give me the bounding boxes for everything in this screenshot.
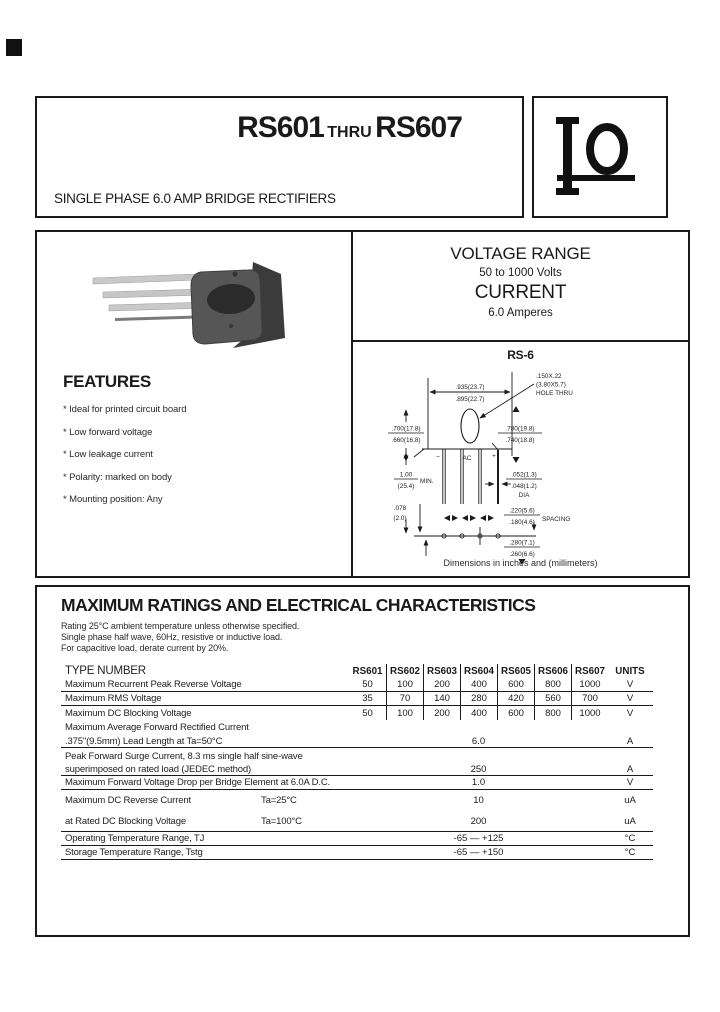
row-value-span: 250 (470, 764, 487, 775)
row-value-cell: 400 (460, 678, 497, 691)
row-label: superimposed on rated load (JEDEC method) (65, 764, 252, 775)
dim-right-height-mm: .740(18.8) (504, 437, 535, 444)
row-value-cell: 1000 (571, 706, 608, 720)
dim-hole-1: .150X.22 (535, 373, 562, 380)
row-value-cell: 800 (534, 678, 571, 691)
row-label: .375"(9.5mm) Lead Length at Ta=50°C (65, 736, 223, 747)
row-value-cell: 1000 (571, 678, 608, 691)
ratings-note-line: Rating 25°C ambient temperature unless otherwise specified. (61, 621, 300, 631)
dim-offset-mm: .260(6.6) (508, 551, 535, 558)
left-column (37, 232, 351, 576)
row-value-cell: 100 (386, 706, 423, 720)
row-unit-cell: V (626, 693, 634, 704)
dim-width-mm: .895(22.7) (454, 396, 485, 403)
column-header: RS601 (352, 665, 383, 677)
units-header: UNITS (615, 665, 645, 677)
row-label: Maximum DC Blocking Voltage (65, 707, 192, 719)
ratings-note-line: For capacitive load, derate current by 20%. (61, 643, 229, 653)
dim-width-in: .935(23.7) (454, 384, 485, 391)
table-row (61, 811, 653, 832)
dim-hole-3: HOLE THRU (535, 390, 573, 397)
ratings-section (35, 585, 690, 937)
page-title (37, 111, 522, 145)
table-row (61, 832, 653, 846)
column-header: RS606 (534, 664, 571, 678)
dim-hole-2: (3.80X5.7) (535, 381, 566, 389)
bridge-rectifier-photo-icon (85, 246, 325, 354)
title-box (35, 96, 524, 218)
row-value-cell: 700 (571, 692, 608, 705)
package-name: RS-6 (507, 348, 534, 362)
package-outline-drawing (371, 364, 671, 567)
row-value-cell: 280 (460, 692, 497, 705)
dim-lead-length-in: 1.00 (399, 471, 412, 479)
logo-box (532, 96, 668, 218)
dim-lead-length-mm: (25.4) (397, 483, 414, 490)
title-start: RS601 (237, 111, 324, 144)
row-label: Operating Temperature Range, TJ (65, 833, 205, 844)
dim-lead-dia-mm: .048(1.2) (510, 483, 537, 490)
row-condition: Ta=100°C (261, 815, 302, 827)
ratings-heading: MAXIMUM RATINGS AND ELECTRICAL CHARACTERISTICS (61, 595, 536, 615)
feature-item: * Mounting position: Any (63, 494, 163, 505)
table-row (61, 692, 653, 706)
row-value-cell: 560 (534, 692, 571, 705)
row-value-span: -65 — +125 (453, 833, 504, 844)
voltage-range-label: VOLTAGE RANGE (450, 244, 591, 263)
table-row (61, 776, 653, 790)
row-value-cell: 50 (362, 679, 373, 690)
row-label: Storage Temperature Range, Tstg (65, 847, 203, 858)
row-value-cell: 100 (386, 678, 423, 691)
dim-spacing-label: SPACING (541, 516, 570, 523)
row-value-cell: 420 (497, 692, 534, 705)
polarity-minus: − (435, 454, 440, 461)
dim-thickness-in: .078 (393, 505, 406, 512)
row-unit-cell: A (626, 764, 634, 775)
table-row (61, 678, 653, 692)
package-photo (85, 246, 325, 354)
feature-item: * Polarity: marked on body (63, 471, 172, 483)
table-row (61, 748, 653, 762)
table-body (61, 678, 653, 860)
row-unit-cell: V (626, 777, 634, 788)
row-label: Maximum DC Reverse Current Ta=25°C (65, 795, 297, 806)
table-row (61, 734, 653, 748)
row-value-span: 10 (473, 795, 484, 806)
row-value-span: 6.0 (471, 736, 486, 747)
table-row (61, 706, 653, 720)
polarity-ac: AC (462, 455, 471, 462)
row-label: at Rated DC Blocking Voltage Ta=100°C (65, 815, 302, 827)
row-value-cell: 200 (423, 678, 460, 691)
row-value-cell: 70 (386, 692, 423, 705)
dim-left-height-mm: .660(16.8) (390, 437, 421, 444)
row-unit-cell: uA (624, 795, 636, 806)
row-label: Peak Forward Surge Current, 8.3 ms single half sine-wave (65, 750, 303, 762)
title-end: RS607 (375, 111, 462, 144)
row-label: Maximum RMS Voltage (65, 693, 162, 704)
row-value-span: -65 — +150 (453, 847, 504, 858)
row-label: Maximum Forward Voltage Drop per Bridge Element at 6.0A D.C. (65, 777, 331, 788)
table-header-row (61, 664, 653, 678)
table-row (61, 762, 653, 776)
dim-lead-length-min: MIN. (419, 478, 433, 485)
column-header: RS605 (497, 664, 534, 678)
row-value-cell: 140 (423, 692, 460, 705)
ratings-table (61, 664, 653, 860)
package-outline-box (353, 342, 688, 576)
row-condition: Ta=25°C (261, 795, 297, 806)
dim-left-height-in: .700(17.8) (390, 425, 421, 433)
row-label: Maximum Recurrent Peak Reverse Voltage (65, 679, 242, 690)
dimensions-footnote: Dimensions in inches and (millimeters) (443, 558, 598, 568)
features-heading: FEATURES (63, 372, 151, 391)
row-value-span: 200 (470, 815, 487, 827)
column-header: RS602 (386, 664, 423, 678)
dim-spacing-mm: .180(4.6) (508, 519, 535, 526)
voltage-range-box (353, 232, 688, 342)
table-row (61, 720, 653, 734)
row-unit-cell: °C (624, 847, 636, 858)
row-value-cell: 50 (362, 707, 373, 719)
row-value-cell: 600 (497, 678, 534, 691)
features-list (63, 404, 351, 505)
header (35, 96, 668, 218)
feature-item: * Low leakage current (63, 449, 153, 460)
current-label: CURRENT (474, 282, 567, 303)
right-column (351, 232, 688, 576)
row-unit-cell: V (626, 679, 634, 690)
voltage-range-value: 50 to 1000 Volts (479, 267, 562, 279)
row-value-cell: 600 (497, 706, 534, 720)
ratings-notes (61, 621, 688, 654)
table-row (61, 846, 653, 860)
current-value: 6.0 Amperes (488, 307, 553, 319)
row-unit-cell: A (626, 736, 634, 747)
dim-offset-in: .280(7.1) (508, 539, 535, 547)
brand-logo-icon (545, 105, 655, 209)
column-header: RS603 (423, 664, 460, 678)
column-header: RS604 (460, 664, 497, 678)
column-header: RS607 (571, 664, 608, 678)
dim-spacing-in: .220(5.6) (508, 507, 535, 515)
row-value-cell: 200 (423, 706, 460, 720)
dim-lead-dia-in: .052(1.3) (510, 471, 537, 479)
subtitle: SINGLE PHASE 6.0 AMP BRIDGE RECTIFIERS (54, 191, 336, 206)
row-value-cell: 35 (362, 693, 373, 704)
row-unit-cell: V (626, 707, 634, 719)
spec-section (35, 230, 690, 578)
row-value-cell: 400 (460, 706, 497, 720)
table-row (61, 790, 653, 811)
row-value-span: 1.0 (471, 777, 486, 788)
dim-thickness-mm: (2.0) (392, 515, 407, 522)
ratings-note-line: Single phase half wave, 60Hz, resistive or inductive load. (61, 632, 283, 642)
polarity-plus: + (491, 453, 496, 460)
row-value-cell: 800 (534, 706, 571, 720)
table-corner-label: TYPE NUMBER (65, 665, 146, 677)
scan-mark (6, 39, 22, 56)
row-unit-cell: uA (624, 815, 636, 827)
title-thru: THRU (327, 124, 372, 141)
feature-item: * Low forward voltage (63, 426, 153, 438)
row-unit-cell: °C (624, 833, 636, 844)
dim-right-height-in: .780(19.8) (504, 425, 535, 433)
row-label: Maximum Average Forward Rectified Current (65, 721, 249, 733)
feature-item: * Ideal for printed circuit board (63, 404, 187, 415)
dim-lead-dia-label: DIA (518, 492, 529, 499)
